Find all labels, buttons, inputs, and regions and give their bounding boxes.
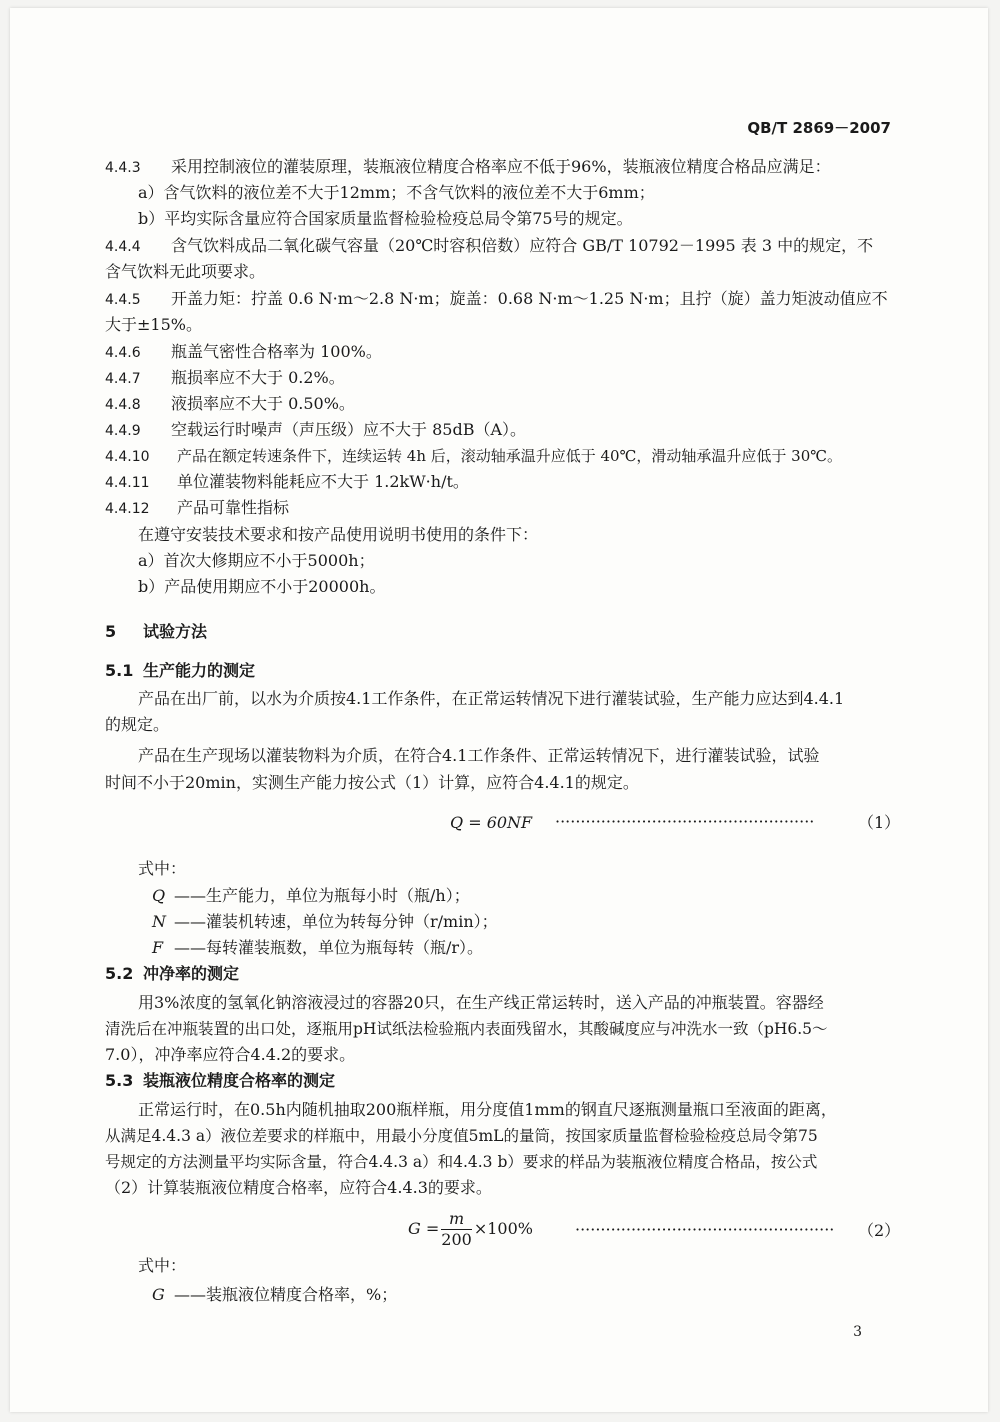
section-5-3-heading: 5.3 装瓶液位精度合格率的测定 (105, 1071, 336, 1090)
clause-4-4-12-a: a）首次大修期应不小于5000h； (138, 551, 375, 570)
clause-4-4-5: 4.4.5 开盖力矩：拧盖 0.6 N·m～2.8 N·m；旋盖：0.68 N·m～1.25 N·m；且拧（旋）盖力矩波动值应不 (105, 289, 888, 308)
clause-4-4-9: 4.4.9 空载运行时噪声（声压级）应不大于 85dB（A）。 (105, 420, 527, 439)
s52-line1: 用3%浓度的氢氧化钠溶液浸过的容器20只，在生产线正常运转时，送入产品的冲瓶装置。容器经 (138, 993, 824, 1012)
clause-4-4-3: 4.4.3 采用控制液位的灌装原理，装瓶液位精度合格率应不低于96%，装瓶液位精度合格品应满足： (105, 157, 831, 176)
section-5-heading: 5 试验方法 (105, 622, 208, 641)
clause-4-4-3-b: b）平均实际含量应符合国家质量监督检验检疫总局令第75号的规定。 (138, 209, 633, 228)
clause-4-4-3-a: a）含气饮料的液位差不大于12mm；不含气饮料的液位差不大于6mm； (138, 183, 655, 202)
s53-where: 式中： (138, 1256, 187, 1275)
page-number: 3 (853, 1324, 862, 1340)
clause-4-4-8: 4.4.8 液损率应不大于 0.50%。 (105, 394, 355, 413)
document-page (10, 8, 988, 1412)
formula-2: G = $\frac{m}{200}$ ×100% (408, 1208, 533, 1249)
clause-4-4-12-b: b）产品使用期应不小于20000h。 (138, 577, 386, 596)
s53-line1: 正常运行时，在0.5h内随机抽取200瓶样瓶，用分度值1mm的钢直尺逐瓶测量瓶口至液面的距离， (138, 1100, 837, 1119)
s52-line3: 7.0），冲净率应符合4.4.2的要求。 (105, 1045, 356, 1064)
s53-line3: 号规定的方法测量平均实际含量，符合4.4.3 a）和4.4.3 b）要求的样品为装瓶液位精度合格品，按公式 (105, 1153, 818, 1171)
s51-para2-line2: 时间不小于20min，实测生产能力按公式（1）计算，应符合4.4.1的规定。 (105, 773, 639, 792)
formula-1-number: （1） (858, 813, 901, 832)
var-g: G ——装瓶液位精度合格率，%； (152, 1285, 398, 1304)
s52-line2: 清洗后在冲瓶装置的出口处，逐瓶用pH试纸法检验瓶内表面残留水，其酸碱度应与冲洗水一致（pH6.5～ (105, 1020, 828, 1038)
standard-code-header: QB/T 2869－2007 (747, 119, 891, 137)
clause-4-4-4-cont: 含气饮料无此项要求。 (105, 262, 266, 281)
section-5-2-heading: 5.2 冲净率的测定 (105, 964, 240, 983)
var-f: F ——每转灌装瓶数，单位为瓶每转（瓶/r）。 (152, 938, 484, 957)
formula-1: Q = 60NF (450, 813, 533, 832)
clause-4-4-12: 4.4.12 产品可靠性指标 (105, 498, 290, 517)
formula-2-fraction: $\frac{m}{200}$ (441, 1208, 472, 1249)
formula-2-leader: ··················································· (575, 1220, 835, 1239)
s53-line4: （2）计算装瓶液位精度合格率，应符合4.4.3的要求。 (105, 1178, 492, 1197)
clause-4-4-4: 4.4.4 含气饮料成品二氧化碳气容量（20℃时容积倍数）应符合 GB/T 10792－1995 表 3 中的规定，不 (105, 236, 874, 255)
s51-para1-line1: 产品在出厂前，以水为介质按4.1工作条件，在正常运转情况下进行灌装试验，生产能力应达到4.4.1 (138, 689, 845, 708)
s53-line2: 从满足4.4.3 a）液位差要求的样瓶中，用最小分度值5mL的量筒，按国家质量监督检验检疫总局令第75 (105, 1127, 818, 1145)
s51-para1-line2: 的规定。 (105, 715, 170, 734)
formula-2-number: （2） (858, 1221, 901, 1240)
var-n: N ——灌装机转速，单位为转每分钟（r/min）； (152, 912, 498, 931)
s51-para2-line1: 产品在生产现场以灌装物料为介质，在符合4.1工作条件、正常运转情况下，进行灌装试验，试验 (138, 746, 820, 765)
clause-4-4-6: 4.4.6 瓶盖气密性合格率为 100%。 (105, 342, 382, 361)
clause-4-4-10: 4.4.10 产品在额定转速条件下，连续运转 4h 后，滚动轴承温升应低于 40℃，滑动轴承温升应低于 30℃。 (105, 447, 843, 465)
var-q: Q ——生产能力，单位为瓶每小时（瓶/h）； (152, 886, 470, 905)
formula-1-leader: ··················································· (555, 812, 815, 831)
clause-4-4-7: 4.4.7 瓶损率应不大于 0.2%。 (105, 368, 345, 387)
section-5-1-heading: 5.1 生产能力的测定 (105, 661, 256, 680)
s51-where: 式中： (138, 859, 187, 878)
clause-4-4-5-cont: 大于±15%。 (105, 315, 202, 334)
clause-4-4-12-line1: 在遵守安装技术要求和按产品使用说明书使用的条件下： (138, 525, 539, 544)
clause-4-4-11: 4.4.11 单位灌装物料能耗应不大于 1.2kW·h/t。 (105, 472, 469, 491)
